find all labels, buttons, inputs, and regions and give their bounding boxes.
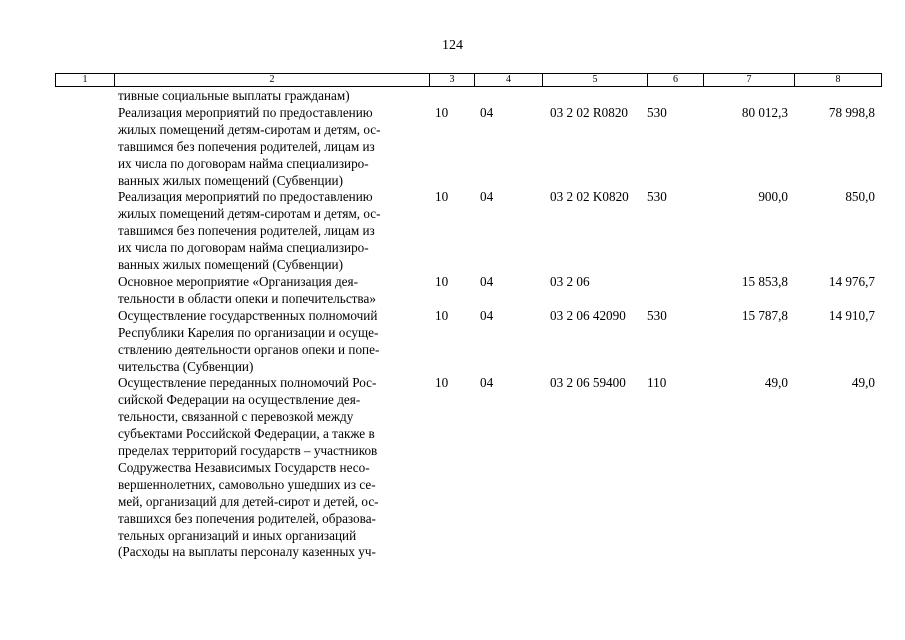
target-article-code: 03 2 06 xyxy=(550,273,590,289)
expense-type-code xyxy=(647,88,703,105)
expense-name: Осуществление государственных полномочий Республики Карелия по организации и осуще- ствлению деятельности органов опеки и попе- чительства (Субвенции) xyxy=(118,307,380,374)
table-row xyxy=(55,375,881,561)
target-article-code: 03 2 06 42090 xyxy=(550,307,626,323)
section-code: 10 xyxy=(435,307,449,323)
subsection-code: 04 xyxy=(480,189,494,205)
expense-name: Осуществление переданных полномочий Рос- сийской Федерации на осуществление дея- тельности, связанной с перевозкой между субъектами Российской Федерации, а также в пределах территорий государств – участников Содружества Независимых Государств несо- вершеннолетних, самовольно ушедших из се- мей, организаций для детей-сирот и детей, ос- тавшихся без попечения родителей, образова- тельных организаций и иных организаций (Расходы на выплаты персоналу казенных уч- xyxy=(118,375,379,560)
column-header-1: 1 xyxy=(56,74,115,87)
expense-name: Реализация мероприятий по предоставлению жилых помещений детям-сиротам и детям, ос- тавшимся без попечения родителей, лицам из их числа по договорам найма специализиро- ванных жилых помещений (Субвенции) xyxy=(118,189,381,273)
column-header-7: 7 xyxy=(704,74,795,87)
expense-type-code: 530 xyxy=(647,104,667,120)
column-header-row xyxy=(56,74,882,87)
expense-name: тивные социальные выплаты гражданам) xyxy=(118,88,350,103)
target-article-code: 03 2 02 K0820 xyxy=(550,189,629,205)
table-row xyxy=(55,274,881,308)
amount-year-1: 900,0 xyxy=(758,189,788,205)
expense-type-code: 530 xyxy=(647,189,667,205)
section-code xyxy=(429,88,474,105)
row-number-cell xyxy=(55,274,114,308)
section-code: 10 xyxy=(435,104,449,120)
section-code: 10 xyxy=(435,189,449,205)
target-article-code: 03 2 02 R0820 xyxy=(550,104,629,120)
amount-year-2: 850,0 xyxy=(845,189,875,205)
subsection-code xyxy=(474,88,542,105)
expense-name: Реализация мероприятий по предоставлению жилых помещений детям-сиротам и детям, ос- тавшимся без попечения родителей, лицам из их числа по договорам найма специализиро- ванных жилых помещений (Субвенции) xyxy=(118,104,381,188)
column-header-2: 2 xyxy=(115,74,430,87)
amount-year-1: 15 853,8 xyxy=(741,273,788,289)
row-number-cell xyxy=(55,105,114,190)
row-number-cell xyxy=(55,308,114,376)
amount-year-1 xyxy=(703,88,794,105)
row-number-cell xyxy=(55,189,114,274)
amount-year-1: 49,0 xyxy=(764,375,788,391)
table-row xyxy=(55,308,881,376)
row-number-cell xyxy=(55,88,114,105)
expense-name: Основное мероприятие «Организация дея- тельности в области опеки и попечительства» xyxy=(118,273,376,306)
column-header-8: 8 xyxy=(795,74,882,87)
page-number: 124 xyxy=(442,38,463,53)
column-header-5: 5 xyxy=(543,74,648,87)
row-number-cell xyxy=(55,375,114,561)
amount-year-2: 49,0 xyxy=(851,375,875,391)
amount-year-2: 14 910,7 xyxy=(828,307,875,323)
column-header-3: 3 xyxy=(430,74,475,87)
section-code: 10 xyxy=(435,375,449,391)
amount-year-2: 78 998,8 xyxy=(828,104,875,120)
target-article-code xyxy=(542,88,647,105)
amount-year-1: 15 787,8 xyxy=(741,307,788,323)
budget-table-body xyxy=(55,88,881,561)
amount-year-2 xyxy=(794,88,881,105)
subsection-code: 04 xyxy=(480,375,494,391)
table-row xyxy=(55,88,881,105)
subsection-code: 04 xyxy=(480,104,494,120)
subsection-code: 04 xyxy=(480,273,494,289)
subsection-code: 04 xyxy=(480,307,494,323)
section-code: 10 xyxy=(435,273,449,289)
expense-type-code: 530 xyxy=(647,307,667,323)
amount-year-2: 14 976,7 xyxy=(828,273,875,289)
amount-year-1: 80 012,3 xyxy=(741,104,788,120)
column-header-4: 4 xyxy=(475,74,543,87)
table-row xyxy=(55,189,881,274)
column-header-6: 6 xyxy=(648,74,704,87)
table-row xyxy=(55,105,881,190)
target-article-code: 03 2 06 59400 xyxy=(550,375,626,391)
column-header-table xyxy=(55,73,882,87)
expense-type-code xyxy=(647,274,703,308)
expense-type-code: 110 xyxy=(647,375,667,391)
